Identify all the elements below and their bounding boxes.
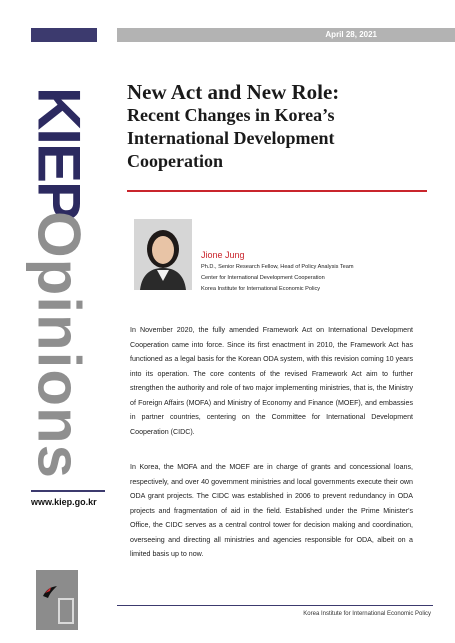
body-paragraph-2: In Korea, the MOFA and the MOEF are in charge of grants and concessional loans, respectively, and over 40 government ministries and local governments execute their own ODA grant projects. The CIDC was established in 2006 to prevent redundancy in ODA projects and fragmentation of aid in the field. Established under the Prime Minister's Office, the CIDC serves as a central control tower for decision making and coordination, overseeing and directing all ministries and agencies responsible for ODA, albeit on a limited basis up to now. xyxy=(130,463,413,558)
author-name: Jione Jung xyxy=(201,250,245,260)
sidebar-divider xyxy=(31,490,105,492)
header-bar-left xyxy=(31,28,97,42)
article-title xyxy=(127,81,427,173)
footer-institute: Korea Institute for International Economic Policy xyxy=(303,611,431,617)
author-title: Ph.D., Senior Research Fellow, Head of Policy Analysis Team xyxy=(201,264,354,270)
opinions-wordmark-text: Opinions xyxy=(25,211,93,479)
kiep-logo-icon xyxy=(36,570,78,630)
author-photo xyxy=(134,219,192,290)
website-link[interactable]: www.kiep.go.kr xyxy=(31,497,97,507)
body-paragraph-1: In November 2020, the fully amended Framework Act on International Development Cooperation came into force. Since its first enactment in 2010, the Framework Act has functioned as a legal basis for the Korean ODA system, with this revision coming 10 years into its operation. The core contents of the revised Framework Act aim to further strengthen the authority and role of two major implementing ministries, that is, the Ministry of Foreign Affairs (MOFA) and Ministry of Economy and Finance (MOEF), and embassies in partner countries, centering on the Committee for International Development Cooperation (CIDC). xyxy=(130,326,413,436)
bird-icon xyxy=(42,584,58,600)
title-divider xyxy=(127,190,427,192)
kiep-wordmark-text: KIEP xyxy=(25,86,93,220)
author-center: Center for International Development Cooperation xyxy=(201,275,325,281)
title-line-1: New Act and New Role: xyxy=(127,80,340,104)
author-institute: Korea Institute for International Economic Policy xyxy=(201,286,321,292)
logo-grid-shape xyxy=(58,598,74,624)
footer-divider xyxy=(117,605,433,606)
publication-date: April 28, 2021 xyxy=(325,30,377,39)
header-bar-right xyxy=(117,28,455,42)
title-line-2: Recent Changes in Korea’s International Development Cooperation xyxy=(127,105,335,171)
opinions-wordmark xyxy=(25,205,93,485)
author-portrait-icon xyxy=(134,219,192,290)
